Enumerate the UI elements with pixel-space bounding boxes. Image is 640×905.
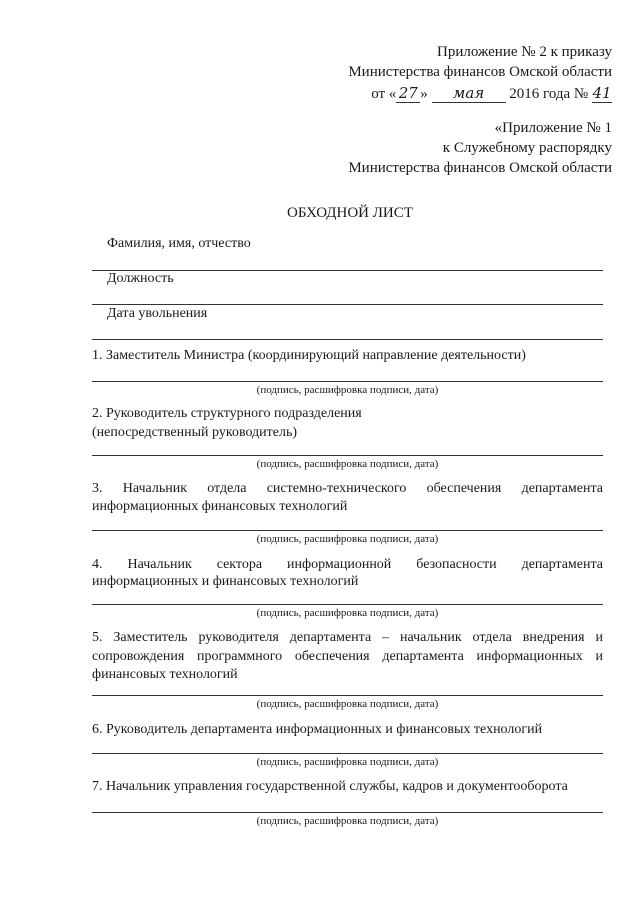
item-5-label-line2: сопровождения программного обеспечения департамента информационных и [92,649,603,664]
signature-caption-7: (подпись, расшифровка подписи, дата) [256,815,439,827]
date-prefix: от « [371,86,397,102]
order-annex-line2: Министерства финансов Омской области [348,64,612,80]
item-1-label: 1. Заместитель Министра (координирующий направление деятельности) [92,348,526,363]
signature-line-6[interactable] [92,753,603,754]
signature-line-3[interactable] [92,530,603,531]
order-number: 41 [592,84,612,102]
signature-line-4[interactable] [92,604,603,605]
item-7-label: 7. Начальник управления государственной службы, кадров и документооборота [92,779,568,794]
signature-line-1[interactable] [92,381,603,382]
signature-line-5[interactable] [92,695,603,696]
order-annex-line1: Приложение № 2 к приказу [437,44,612,60]
annex1-line3: Министерства финансов Омской области [348,160,612,176]
date-day: 27 [396,84,420,103]
field-line-position[interactable] [92,304,603,305]
item-2-label-line2: (непосредственный руководитель) [92,425,298,440]
signature-caption-1: (подпись, расшифровка подписи, дата) [256,384,439,396]
annex1-line1: «Приложение № 1 [494,120,612,136]
item-3-label-line1: 3. Начальник отдела системно-технического обеспечения департамента [92,481,603,496]
item-3-label-line2: информационных финансовых технологий [92,499,348,514]
field-label-position: Должность [107,271,174,286]
signature-caption-5: (подпись, расшифровка подписи, дата) [256,698,439,710]
item-4-label-line1: 4. Начальник сектора информационной безопасности департамента [92,557,603,572]
page-title: ОБХОДНОЙ ЛИСТ [287,205,413,221]
field-label-fio: Фамилия, имя, отчество [107,236,251,251]
signature-caption-2: (подпись, расшифровка подписи, дата) [256,458,439,470]
date-month: мая [432,84,506,103]
item-5-label-line1: 5. Заместитель руководителя департамента – начальник отдела внедрения и [92,630,603,645]
signature-caption-3: (подпись, расшифровка подписи, дата) [256,533,439,545]
signature-line-7[interactable] [92,812,603,813]
item-6-label: 6. Руководитель департамента информационных и финансовых технологий [92,722,543,737]
date-mid: » [420,86,428,102]
field-label-dismissal-date: Дата увольнения [107,306,208,321]
annex1-line2: к Служебному распорядку [442,140,612,156]
order-date-line [371,84,612,103]
item-4-label-line2: информационных и финансовых технологий [92,574,359,589]
item-5-label-line3: финансовых технологий [92,667,238,682]
signature-caption-6: (подпись, расшифровка подписи, дата) [256,756,439,768]
signature-line-2[interactable] [92,455,603,456]
date-year-label: 2016 года № [509,86,589,102]
item-2-label-line1: 2. Руководитель структурного подразделения [92,406,362,421]
field-line-dismissal-date[interactable] [92,339,603,340]
signature-caption-4: (подпись, расшифровка подписи, дата) [256,607,439,619]
